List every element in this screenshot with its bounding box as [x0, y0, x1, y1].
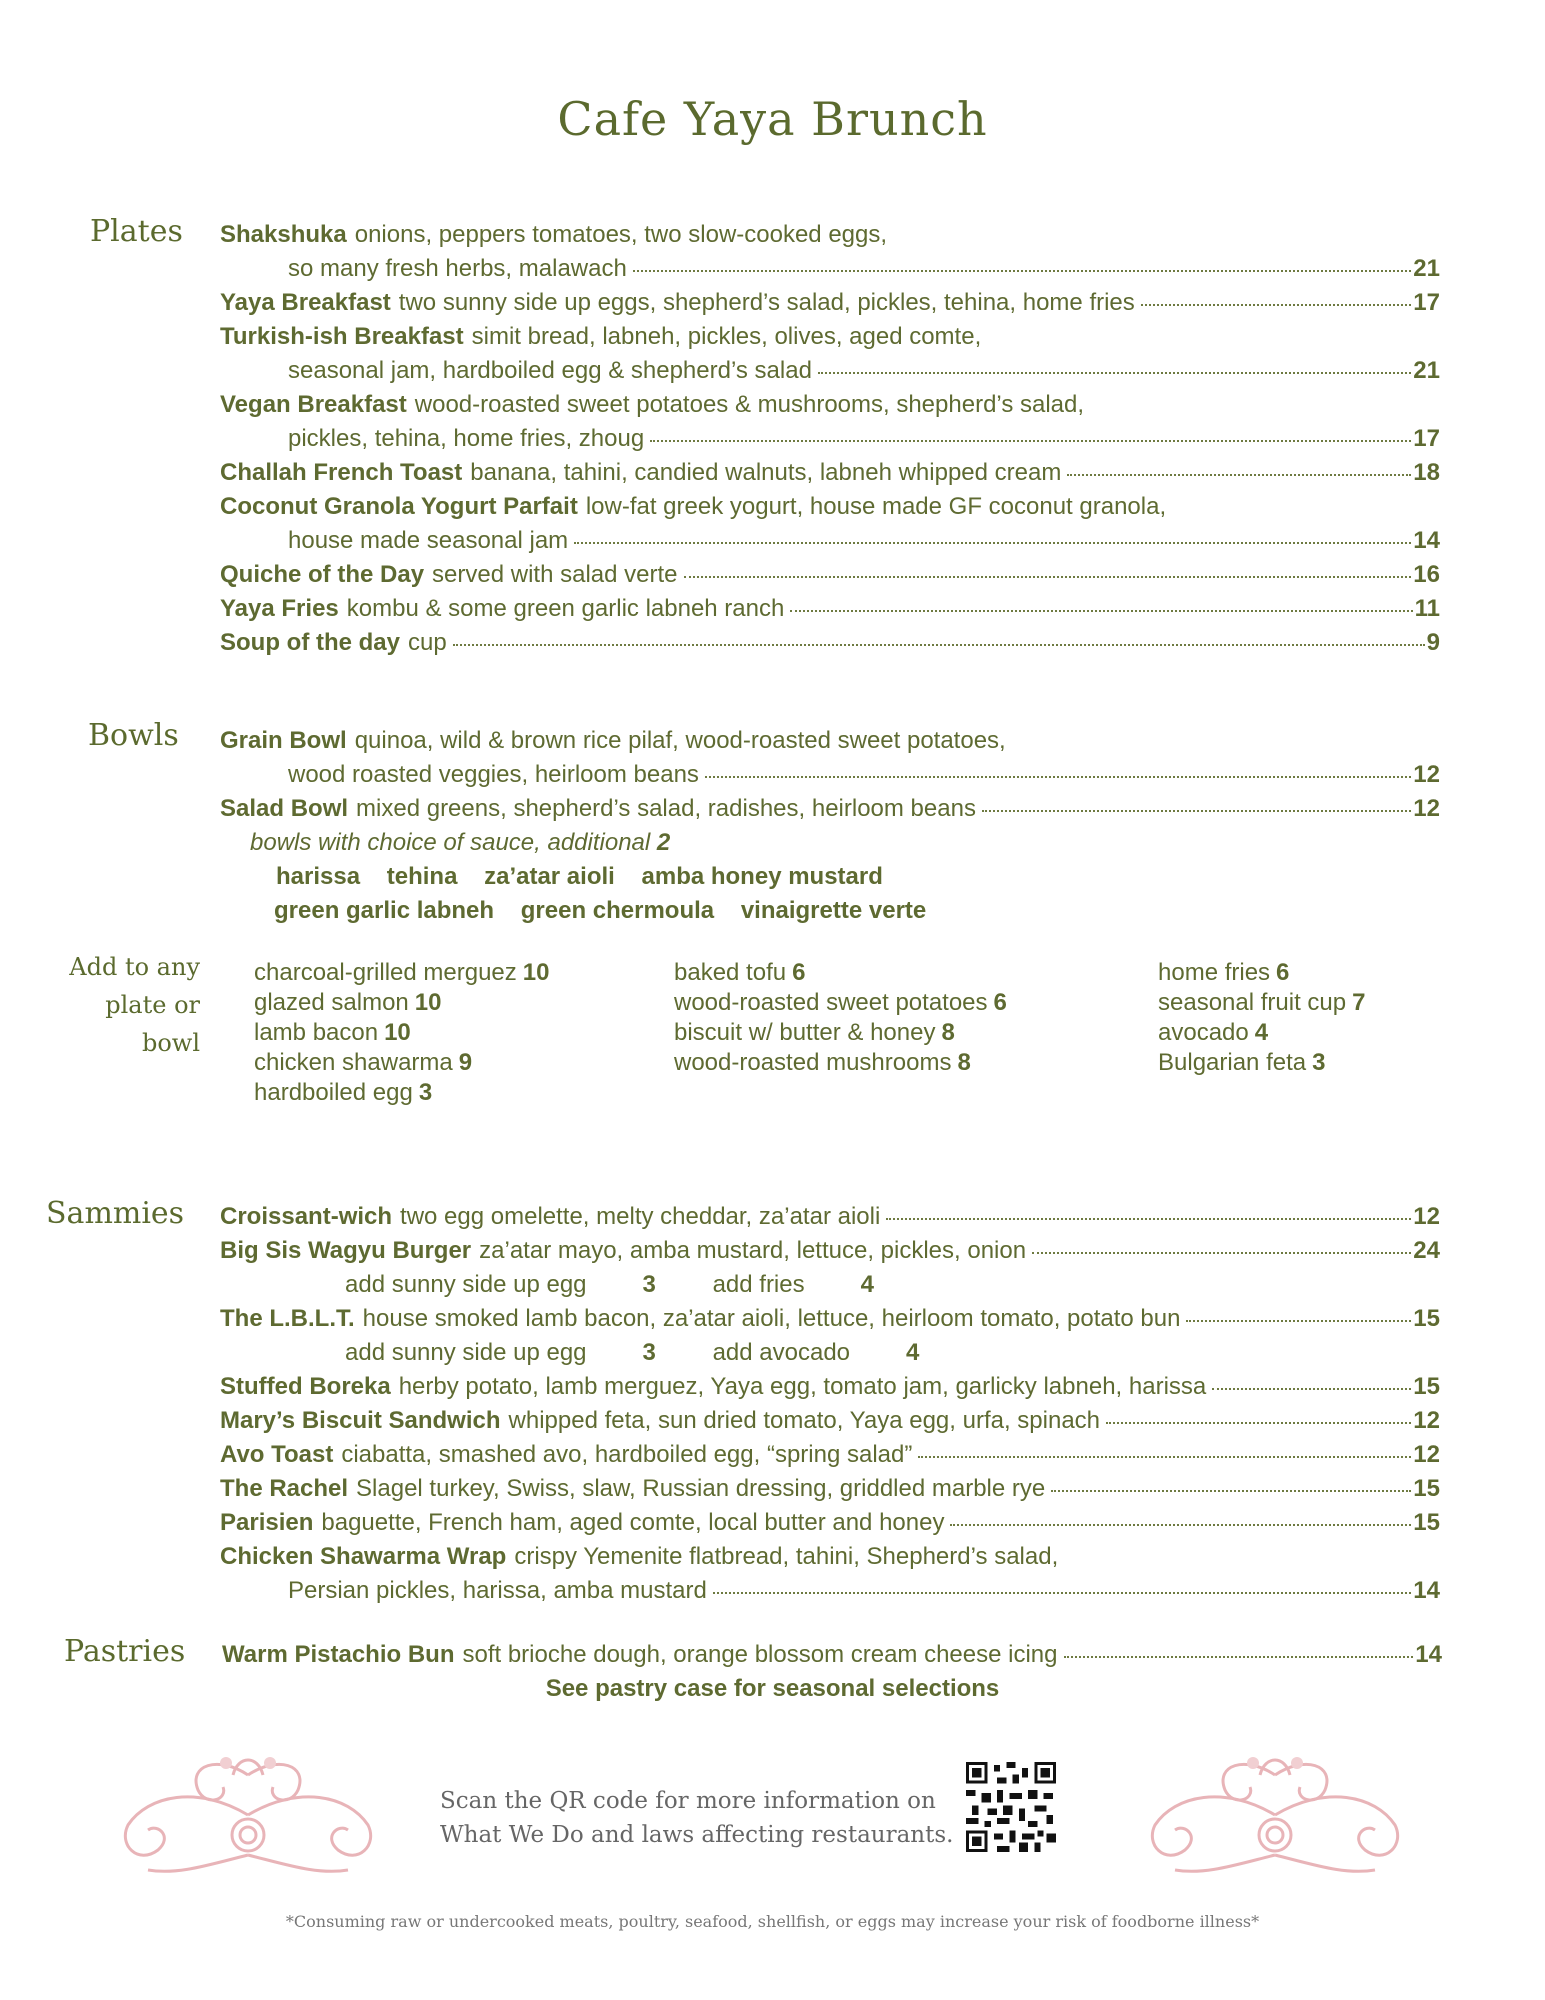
- item-desc: soft brioche dough, orange blossom cream cheese icing: [462, 1641, 1058, 1668]
- item-price: 12: [1413, 1203, 1440, 1230]
- addon-name: hardboiled egg: [254, 1079, 413, 1106]
- qr-text-line-1: Scan the QR code for more information on: [440, 1788, 936, 1814]
- pastries-list: [222, 1638, 1442, 1672]
- menu-item: [222, 1638, 1442, 1672]
- qr-text-line-2: What We Do and laws affecting restaurants.: [440, 1822, 954, 1848]
- bowl-note-text: bowls with choice of sauce, additional: [250, 829, 651, 856]
- add-on-price: 3: [642, 1339, 656, 1366]
- item-name: Warm Pistachio Bun: [222, 1641, 455, 1668]
- item-desc: crispy Yemenite flatbread, tahini, Shepherd’s salad,: [514, 1543, 1059, 1570]
- menu-item-cont: [220, 758, 1440, 792]
- item-name: Vegan Breakfast: [220, 391, 407, 418]
- item-price: 21: [1413, 357, 1440, 384]
- item-price: 12: [1413, 1441, 1440, 1468]
- addon-item: [674, 958, 1007, 988]
- sammies-list: [220, 1200, 1440, 1608]
- sauce-option: vinaigrette verte: [740, 897, 927, 924]
- item-name: Big Sis Wagyu Burger: [220, 1237, 472, 1264]
- menu-title: Cafe Yaya Brunch: [557, 92, 988, 146]
- menu-item: [220, 388, 1440, 422]
- sauce-row-1: [220, 860, 1440, 894]
- menu-item: [220, 1506, 1440, 1540]
- addon-price: 6: [993, 989, 1007, 1016]
- menu-item: [220, 1404, 1440, 1438]
- item-desc: house smoked lamb bacon, za’atar aioli, lettuce, heirloom tomato, potato bun: [362, 1305, 1181, 1332]
- addon-name: seasonal fruit cup: [1158, 989, 1347, 1016]
- addon-item: [1158, 1018, 1365, 1048]
- item-name: Stuffed Boreka: [220, 1373, 391, 1400]
- foodborne-illness-disclaimer: *Consuming raw or undercooked meats, poultry, seafood, shellfish, or eggs may increase your risk of foodborne illness*: [285, 1912, 1260, 1931]
- addon-name: wood-roasted mushrooms: [674, 1049, 952, 1076]
- addon-name: chicken shawarma: [254, 1049, 453, 1076]
- addon-name: glazed salmon: [254, 989, 409, 1016]
- item-desc: wood-roasted sweet potatoes & mushrooms, shepherd’s salad,: [414, 391, 1085, 418]
- section-label-pastries: Pastries: [64, 1634, 186, 1669]
- item-desc-cont: wood roasted veggies, heirloom beans: [288, 761, 699, 788]
- menu-item-cont: [220, 1574, 1440, 1608]
- item-price: 12: [1413, 795, 1440, 822]
- item-name: Croissant-wich: [220, 1203, 393, 1230]
- addon-item: [254, 1078, 549, 1108]
- sauce-option: green chermoula: [520, 897, 715, 924]
- item-price: 12: [1413, 761, 1440, 788]
- menu-item: [220, 218, 1440, 252]
- item-name: Turkish-ish Breakfast: [220, 323, 464, 350]
- addon-price: 10: [522, 959, 550, 986]
- item-name: Yaya Breakfast: [220, 289, 391, 316]
- burger-add-ons: [220, 1268, 1440, 1302]
- item-price: 17: [1413, 289, 1440, 316]
- menu-item: [220, 1540, 1440, 1574]
- menu-item: [220, 558, 1440, 592]
- addon-item: [674, 1048, 1007, 1078]
- add-on-price: 4: [906, 1339, 920, 1366]
- addon-name: avocado: [1158, 1019, 1249, 1046]
- item-name: Soup of the day: [220, 629, 400, 656]
- item-price: 16: [1413, 561, 1440, 588]
- item-desc-cont: Persian pickles, harissa, amba mustard: [288, 1577, 707, 1604]
- addon-price: 3: [418, 1079, 433, 1106]
- item-price: 9: [1426, 629, 1440, 656]
- addon-item: [254, 988, 549, 1018]
- menu-item: [220, 320, 1440, 354]
- right-floral-ornament-icon: [1135, 1745, 1415, 1885]
- section-label-bowls: Bowls: [88, 718, 179, 753]
- addon-name: home fries: [1158, 959, 1271, 986]
- item-name: The Rachel: [220, 1475, 349, 1502]
- item-desc: herby potato, lamb merguez, Yaya egg, tomato jam, garlicky labneh, harissa: [398, 1373, 1207, 1400]
- item-desc: banana, tahini, candied walnuts, labneh whipped cream: [470, 459, 1062, 486]
- add-on-option: [713, 1339, 920, 1366]
- addon-item: [1158, 1048, 1365, 1078]
- addon-name: baked tofu: [674, 959, 787, 986]
- menu-item: [220, 792, 1440, 826]
- item-desc: ciabatta, smashed avo, hardboiled egg, “spring salad”: [341, 1441, 913, 1468]
- item-desc: kombu & some green garlic labneh ranch: [346, 595, 785, 622]
- addon-name: wood-roasted sweet potatoes: [674, 989, 988, 1016]
- menu-item: [220, 1200, 1440, 1234]
- item-price: 12: [1413, 1407, 1440, 1434]
- add-on-text: add avocado: [712, 1339, 851, 1366]
- item-desc: low-fat greek yogurt, house made GF coconut granola,: [585, 493, 1167, 520]
- bowl-sauce-note: [220, 826, 1440, 860]
- item-name: Yaya Fries: [220, 595, 339, 622]
- sauce-option: harissa: [276, 863, 361, 890]
- bowls-list: [220, 724, 1440, 928]
- item-desc: cup: [408, 629, 447, 656]
- item-desc: baguette, French ham, aged comte, local butter and honey: [321, 1509, 945, 1536]
- item-desc: quinoa, wild & brown rice pilaf, wood-roasted sweet potatoes,: [354, 727, 1006, 754]
- item-price: 21: [1413, 255, 1440, 282]
- addon-item: [674, 1018, 1007, 1048]
- pastry-case-note: See pastry case for seasonal selections: [545, 1675, 1000, 1702]
- item-desc-cont: so many fresh herbs, malawach: [288, 255, 627, 282]
- item-name: Quiche of the Day: [220, 561, 425, 588]
- addon-price: 3: [1312, 1049, 1326, 1076]
- add-on-option: [713, 1271, 874, 1298]
- item-price: 24: [1413, 1237, 1440, 1264]
- menu-item-cont: [220, 524, 1440, 558]
- item-name: Chicken Shawarma Wrap: [220, 1543, 507, 1570]
- item-name: Parisien: [220, 1509, 314, 1536]
- add-on-option: [345, 1271, 656, 1298]
- addon-price: 10: [384, 1019, 411, 1046]
- item-desc-cont: house made seasonal jam: [288, 527, 569, 554]
- addon-name: biscuit w/ butter & honey: [674, 1019, 936, 1046]
- item-name: Challah French Toast: [220, 459, 463, 486]
- add-on-text: add sunny side up egg: [345, 1339, 587, 1366]
- item-price: 15: [1413, 1475, 1440, 1502]
- addon-price: 7: [1352, 989, 1366, 1016]
- item-desc-cont: pickles, tehina, home fries, zhoug: [288, 425, 645, 452]
- sauce-option: amba honey mustard: [641, 863, 883, 890]
- add-on-text: add fries: [712, 1271, 805, 1298]
- item-name: Coconut Granola Yogurt Parfait: [220, 493, 578, 520]
- addon-item: [254, 1018, 549, 1048]
- addon-price: 10: [414, 989, 442, 1016]
- item-name: Salad Bowl: [220, 795, 349, 822]
- item-desc: Slagel turkey, Swiss, slaw, Russian dressing, griddled marble rye: [356, 1475, 1046, 1502]
- item-price: 15: [1413, 1305, 1440, 1332]
- addon-item: [1158, 988, 1365, 1018]
- addon-price: 6: [1276, 959, 1290, 986]
- sauce-option: green garlic labneh: [274, 897, 495, 924]
- item-price: 15: [1413, 1373, 1440, 1400]
- item-price: 11: [1414, 595, 1440, 622]
- menu-item-cont: [220, 354, 1440, 388]
- addon-name: Bulgarian feta: [1158, 1049, 1307, 1076]
- addon-price: 8: [941, 1019, 955, 1046]
- add-on-price: 4: [860, 1271, 874, 1298]
- menu-item-cont: [220, 252, 1440, 286]
- addon-item: [1158, 958, 1365, 988]
- item-desc: mixed greens, shepherd’s salad, radishes, heirloom beans: [356, 795, 976, 822]
- item-price: 14: [1413, 527, 1440, 554]
- addon-item: [254, 1048, 549, 1078]
- item-desc: simit bread, labneh, pickles, olives, aged comte,: [471, 323, 982, 350]
- lblt-add-ons: [220, 1336, 1440, 1370]
- menu-item: [220, 286, 1440, 320]
- section-label-plates: Plates: [90, 214, 183, 249]
- addon-price: 6: [792, 959, 806, 986]
- menu-item: [220, 724, 1440, 758]
- item-price: 17: [1413, 425, 1440, 452]
- add-on-option: [345, 1339, 656, 1366]
- left-floral-ornament-icon: [108, 1745, 388, 1885]
- sauce-option: za’atar aioli: [484, 863, 615, 890]
- sauce-option: tehina: [386, 863, 458, 890]
- addon-item: [674, 988, 1007, 1018]
- item-price: 14: [1415, 1641, 1442, 1668]
- menu-item: [220, 1370, 1440, 1404]
- addon-name: charcoal-grilled merguez: [254, 959, 517, 986]
- menu-item: [220, 592, 1440, 626]
- menu-item: [220, 456, 1440, 490]
- addons-column-3: [1158, 958, 1365, 1078]
- section-label-add-ons: Add to any plate or bowl: [69, 953, 200, 1057]
- menu-item: [220, 1472, 1440, 1506]
- addon-price: 9: [458, 1049, 473, 1076]
- section-label-sammies: Sammies: [46, 1196, 185, 1231]
- menu-item: [220, 1302, 1440, 1336]
- plates-list: [220, 218, 1440, 660]
- item-desc: onions, peppers tomatoes, two slow-cooked eggs,: [354, 221, 888, 248]
- addons-column-2: [674, 958, 1007, 1078]
- item-name: Grain Bowl: [220, 727, 347, 754]
- addon-price: 4: [1254, 1019, 1269, 1046]
- add-on-text: add sunny side up egg: [345, 1271, 587, 1298]
- addons-column-1: [254, 958, 549, 1108]
- qr-info-text: [440, 1784, 953, 1852]
- addon-item: [254, 958, 549, 988]
- menu-item: [220, 1234, 1440, 1268]
- menu-item-cont: [220, 422, 1440, 456]
- item-desc: two egg omelette, melty cheddar, za’atar aioli: [400, 1203, 881, 1230]
- item-name: Mary’s Biscuit Sandwich: [220, 1407, 501, 1434]
- sauce-row-2: [220, 894, 1440, 928]
- item-desc: za’atar mayo, amba mustard, lettuce, pickles, onion: [479, 1237, 1027, 1264]
- item-name: Shakshuka: [220, 221, 347, 248]
- add-on-price: 3: [642, 1271, 656, 1298]
- item-desc: served with salad verte: [432, 561, 678, 588]
- item-price: 14: [1413, 1577, 1440, 1604]
- item-desc-cont: seasonal jam, hardboiled egg & shepherd’s salad: [288, 357, 812, 384]
- addon-price: 8: [957, 1049, 971, 1076]
- item-desc: two sunny side up eggs, shepherd’s salad, pickles, tehina, home fries: [398, 289, 1135, 316]
- menu-item: [220, 490, 1440, 524]
- menu-item: [220, 626, 1440, 660]
- item-name: Avo Toast: [220, 1441, 334, 1468]
- item-price: 18: [1413, 459, 1440, 486]
- qr-code-icon[interactable]: [966, 1762, 1056, 1852]
- item-price: 15: [1413, 1509, 1440, 1536]
- menu-item: [220, 1438, 1440, 1472]
- item-name: The L.B.L.T.: [220, 1305, 355, 1332]
- item-desc: whipped feta, sun dried tomato, Yaya egg, urfa, spinach: [508, 1407, 1101, 1434]
- addon-name: lamb bacon: [254, 1019, 379, 1046]
- bowl-note-price: 2: [656, 829, 671, 856]
